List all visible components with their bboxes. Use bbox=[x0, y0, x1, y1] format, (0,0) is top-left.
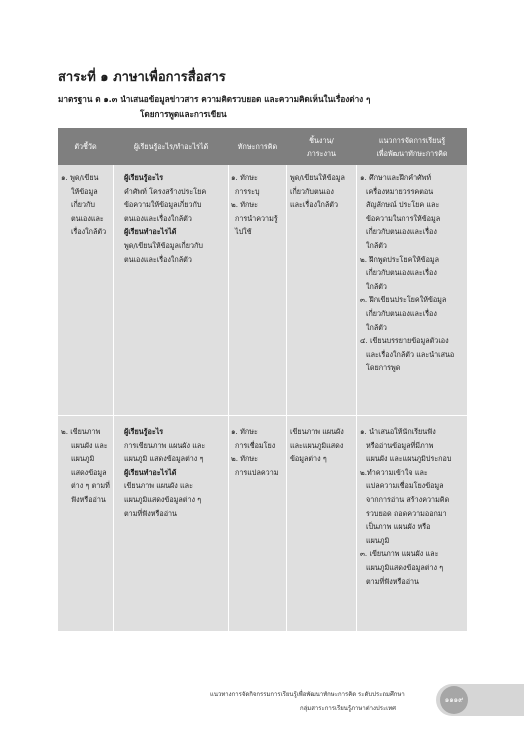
row1-thinking-skills bbox=[231, 171, 278, 239]
header-activities bbox=[357, 128, 467, 165]
text-line: เครื่องหมายวรรคตอน bbox=[366, 186, 434, 196]
text-line: ๒. ฝึกพูดประโยคให้ข้อมูล bbox=[360, 254, 440, 264]
text-line: การนำความรู้ bbox=[235, 213, 278, 223]
text-line: ตนเองและ bbox=[71, 213, 104, 223]
text-line: และแผนภูมิแสดง bbox=[290, 440, 344, 450]
row1-work bbox=[290, 171, 345, 212]
text-line: ๓. เขียนภาพ แผนผัง และ bbox=[360, 549, 439, 559]
text-line: ๒. เขียนภาพ bbox=[61, 427, 101, 436]
text-line: ใกล้ตัว bbox=[366, 281, 387, 291]
text-line: ตามที่ฟังหรืออ่าน bbox=[366, 576, 419, 586]
text-line: การแปลความ bbox=[235, 467, 279, 477]
text-line: แปลความเชื่อมโยงข้อมูล bbox=[366, 481, 444, 491]
row2-work bbox=[290, 425, 344, 466]
text-line: เป็นภาพ แผนผัง หรือ bbox=[366, 522, 431, 532]
row2-indicator bbox=[61, 425, 110, 507]
text-line: การเชื่อมโยง bbox=[235, 440, 276, 450]
text-line: จากการอ่าน สร้างความคิด bbox=[366, 494, 450, 504]
text-line: ๑. พูด/เขียน bbox=[61, 173, 99, 182]
header-work-line: ชิ้นงาน/ bbox=[309, 135, 334, 145]
text-line: เกี่ยวกับตนเองและเรื่อง bbox=[366, 308, 437, 318]
row2-thinking-skills bbox=[231, 425, 278, 479]
column-divider bbox=[286, 165, 287, 631]
text-line: แผนภูมิ bbox=[366, 535, 390, 545]
text-line: เกี่ยวกับ bbox=[71, 200, 95, 210]
column-divider bbox=[356, 165, 357, 631]
page-number: ๑๑๑๙ bbox=[440, 686, 468, 714]
text-line: ๒. ทักษะ bbox=[231, 200, 258, 210]
text-line: สัญลักษณ์ ประโยค และ bbox=[366, 200, 440, 210]
text-line: พูด/เขียนให้ข้อมูล bbox=[290, 173, 345, 182]
standard-line-1: มาตรฐาน ต ๑.๓ นำเสนอข้อมูลข่าวสาร ความคิดรวบยอด และความคิดเห็นในเรื่องต่าง ๆ bbox=[58, 94, 371, 104]
text-line: ๓. ฝึกเขียนประโยคให้ข้อมูล bbox=[360, 295, 447, 305]
text-line: ตามที่ฟังหรืออ่าน bbox=[124, 508, 177, 518]
header-thinking-skills: ทักษะการคิด bbox=[237, 142, 278, 151]
text-line: และเรื่องใกล้ตัว bbox=[290, 200, 339, 210]
text-line: เขียนภาพ แผนผัง และ bbox=[124, 481, 193, 491]
text-line: ใกล้ตัว bbox=[366, 240, 387, 250]
text-line: ข้อมูลต่าง ๆ bbox=[290, 454, 327, 464]
table-header bbox=[58, 128, 467, 165]
header-activities-line: เพื่อพัฒนาทักษะการคิด bbox=[376, 148, 448, 158]
text-line: ๔. เขียนบรรยายข้อมูลตัวเอง bbox=[360, 336, 449, 346]
text-line: แผนผัง และ bbox=[71, 440, 108, 450]
footer-subject-group: กลุ่มสาระการเรียนรู้ภาษาต่างประเทศ bbox=[300, 705, 396, 712]
text-line: และเรื่องใกล้ตัว และนำเสนอ bbox=[366, 349, 455, 359]
text-line: แสดงข้อมูล bbox=[71, 467, 107, 477]
text-line: ๑. ทักษะ bbox=[231, 427, 258, 436]
text-line: การเขียนภาพ แผนผัง และ bbox=[124, 440, 206, 450]
text-line: ข้อความในการให้ข้อมูล bbox=[366, 213, 441, 223]
header-work bbox=[287, 128, 356, 165]
text-line: ๒.ทำความเข้าใจ และ bbox=[360, 467, 428, 477]
column-divider bbox=[113, 165, 114, 631]
header-learners-know: ผู้เรียนรู้อะไร/ทำอะไรได้ bbox=[133, 142, 209, 151]
row2-activities bbox=[360, 425, 451, 588]
standard-line-2: โดยการพูดและการเขียน bbox=[140, 109, 227, 119]
text-line: ต่าง ๆ ตามที่ bbox=[71, 481, 110, 491]
text-line: แผนภูมิแสดงข้อมูลต่าง ๆ bbox=[124, 494, 202, 504]
text-line: ฟังหรืออ่าน bbox=[71, 494, 106, 504]
text-line: เกี่ยวกับตนเอง bbox=[290, 186, 334, 196]
column-divider bbox=[228, 165, 229, 631]
text-line: ใกล้ตัว bbox=[366, 322, 387, 332]
text-line: แผนภูมิแสดงข้อมูลต่าง ๆ bbox=[366, 562, 444, 572]
header-indicator: ตัวชี้วัด bbox=[74, 142, 97, 151]
row1-activities bbox=[360, 171, 454, 375]
footer-book-title: แนวทางการจัดกิจกรรมการเรียนรู้เพื่อพัฒนาทักษะการคิด ระดับประถมศึกษา bbox=[210, 691, 405, 698]
text-line: ให้ข้อมูล bbox=[71, 186, 98, 196]
text-line: ข้อความให้ข้อมูลเกี่ยวกับ bbox=[124, 200, 202, 210]
text-line: พูด/เขียนให้ข้อมูลเกี่ยวกับ bbox=[124, 240, 203, 250]
row-divider bbox=[58, 415, 467, 416]
text-line: ไปใช้ bbox=[235, 227, 252, 237]
text-line: ผู้เรียนทำอะไรได้ bbox=[124, 227, 177, 237]
text-line: คำศัพท์ โครงสร้างประโยค bbox=[124, 186, 207, 196]
text-line: ผู้เรียนรู้อะไร bbox=[124, 173, 164, 182]
header-work-line: ภาระงาน bbox=[307, 148, 336, 158]
text-line: การระบุ bbox=[235, 186, 260, 196]
text-line: โดยการพูด bbox=[366, 363, 401, 373]
row2-learners-know bbox=[124, 425, 205, 520]
text-line: ตนเองและเรื่องใกล้ตัว bbox=[124, 254, 192, 264]
section-title: สาระที่ ๑ ภาษาเพื่อการสื่อสาร bbox=[58, 70, 226, 85]
text-line: ผู้เรียนรู้อะไร bbox=[124, 427, 164, 436]
header-activities-line: แนวการจัดการเรียนรู้ bbox=[378, 135, 446, 145]
text-line: ๒. ทักษะ bbox=[231, 454, 258, 464]
text-line: แผนภูมิ bbox=[71, 454, 95, 464]
row1-indicator bbox=[61, 171, 106, 239]
text-line: เกี่ยวกับตนเองและเรื่อง bbox=[366, 227, 437, 237]
row1-learners-know bbox=[124, 171, 206, 266]
text-line: เรื่องใกล้ตัว bbox=[71, 227, 107, 237]
text-line: เกี่ยวกับตนเองและเรื่อง bbox=[366, 268, 437, 278]
text-line: เขียนภาพ แผนผัง bbox=[290, 427, 344, 436]
text-line: แผนภูมิ แสดงข้อมูลต่าง ๆ bbox=[124, 454, 204, 464]
text-line: หรืออ่านข้อมูลที่มีภาพ bbox=[366, 440, 434, 450]
text-line: ผู้เรียนทำอะไรได้ bbox=[124, 467, 177, 477]
text-line: ๑. นำเสนอให้นักเรียนฟัง bbox=[360, 427, 436, 436]
text-line: ๑. ศึกษาและฝึกคำศัพท์ bbox=[360, 173, 432, 182]
text-line: ๑. ทักษะ bbox=[231, 173, 258, 182]
curriculum-table bbox=[58, 128, 467, 631]
text-line: ตนเองและเรื่องใกล้ตัว bbox=[124, 213, 192, 223]
text-line: แผนผัง และแผนภูมิประกอบ bbox=[366, 454, 452, 464]
text-line: รวบยอด ถอดความออกมา bbox=[366, 508, 447, 518]
